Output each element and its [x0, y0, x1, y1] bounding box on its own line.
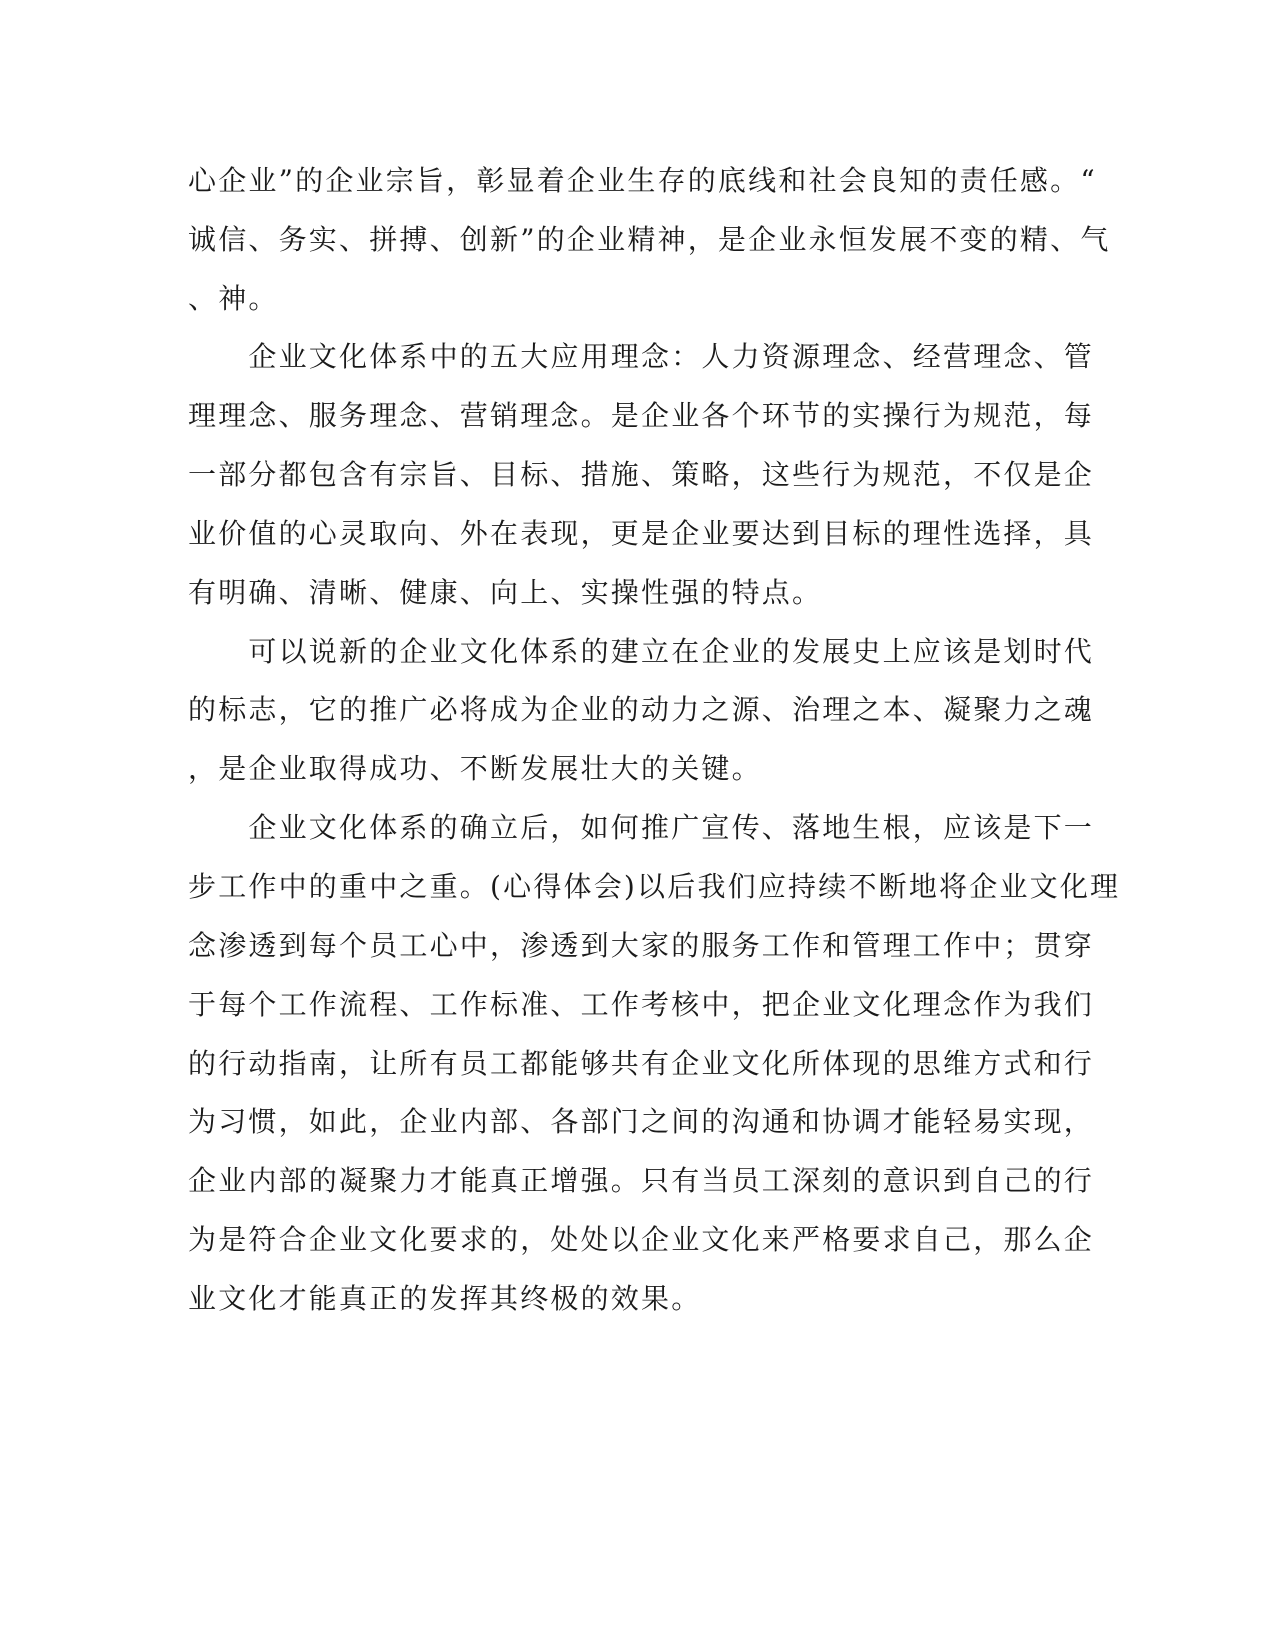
- text-line: ，是企业取得成功、不断发展壮大的关键。: [188, 752, 762, 785]
- text-line: 企业内部的凝聚力才能真正增强。只有当员工深刻的意识到自己的行: [188, 1164, 1095, 1197]
- text-line: 诚信、务实、拼搏、创新”的企业精神，是企业永恒发展不变的精、气: [188, 223, 1111, 256]
- text-line: 业文化才能真正的发挥其终极的效果。: [188, 1282, 702, 1315]
- text-line: 企业文化体系中的五大应用理念：人力资源理念、经营理念、管: [188, 340, 1095, 373]
- text-line: 的行动指南，让所有员工都能够共有企业文化所体现的思维方式和行: [188, 1047, 1095, 1080]
- text-line: 一部分都包含有宗旨、目标、措施、策略，这些行为规范，不仅是企: [188, 458, 1095, 491]
- text-line: 为习惯，如此，企业内部、各部门之间的沟通和协调才能轻易实现，: [188, 1105, 1095, 1138]
- text-line: 心企业”的企业宗旨，彰显着企业生存的底线和社会良知的责任感。“: [188, 164, 1097, 197]
- text-line: 于每个工作流程、工作标准、工作考核中，把企业文化理念作为我们: [188, 988, 1095, 1021]
- text-line: 理理念、服务理念、营销理念。是企业各个环节的实操行为规范，每: [188, 399, 1095, 432]
- text-line: 企业文化体系的确立后，如何推广宣传、落地生根，应该是下一: [188, 811, 1095, 844]
- text-line: 有明确、清晰、健康、向上、实操性强的特点。: [188, 576, 823, 609]
- text-line: 的标志，它的推广必将成为企业的动力之源、治理之本、凝聚力之魂: [188, 693, 1095, 726]
- text-line: 为是符合企业文化要求的，处处以企业文化来严格要求自己，那么企: [188, 1223, 1095, 1256]
- text-line: 、神。: [188, 282, 279, 315]
- text-line: 步工作中的重中之重。(心得体会)以后我们应持续不断地将企业文化理: [188, 870, 1121, 903]
- text-line: 念渗透到每个员工心中，渗透到大家的服务工作和管理工作中；贯穿: [188, 929, 1095, 962]
- text-line: 业价值的心灵取向、外在表现，更是企业要达到目标的理性选择，具: [188, 517, 1095, 550]
- text-line: 可以说新的企业文化体系的建立在企业的发展史上应该是划时代: [188, 635, 1095, 668]
